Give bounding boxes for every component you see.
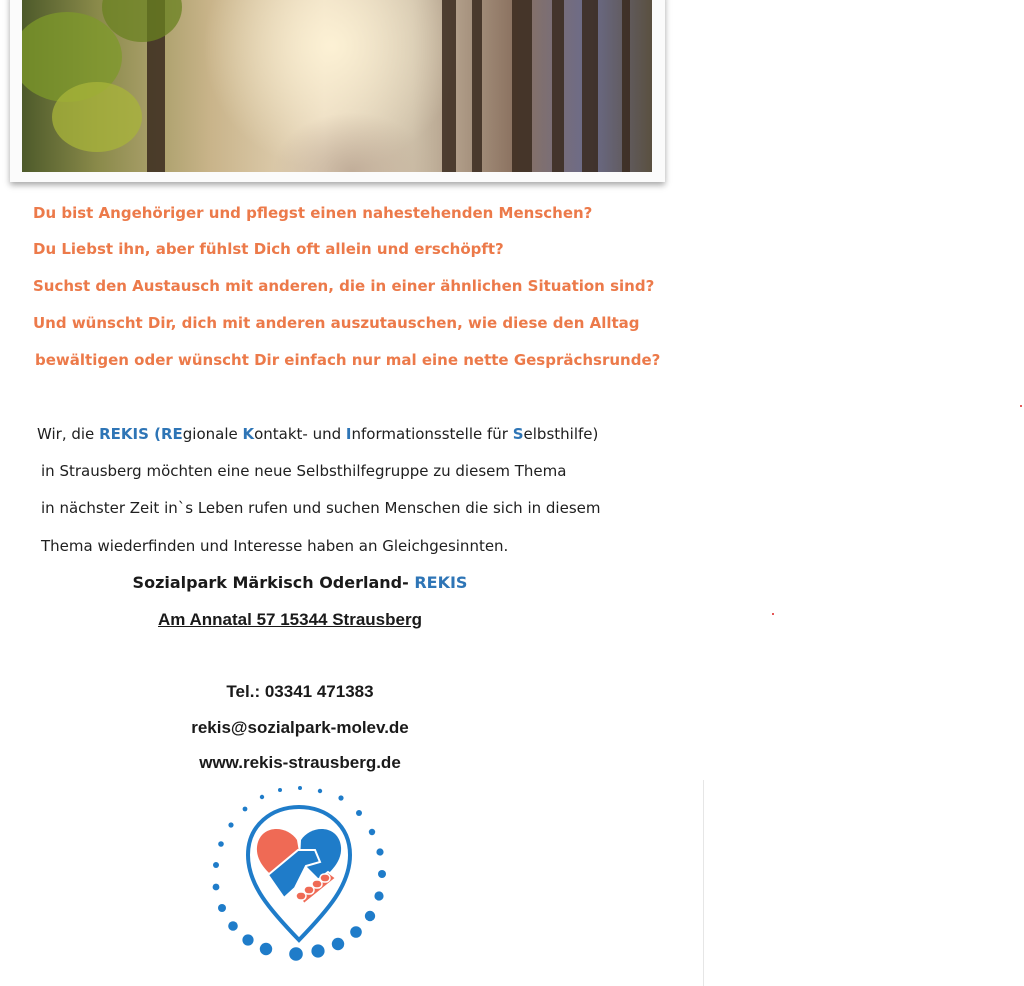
page-fold-line — [703, 780, 704, 986]
phone: Tel.: 03341 471383 — [226, 682, 374, 701]
forest-photo — [22, 0, 652, 172]
address: Am Annatal 57 15344 Strausberg — [158, 610, 422, 629]
website-link[interactable]: www.rekis-strausberg.de — [199, 753, 401, 772]
handshake-heart-logo-icon — [200, 780, 400, 970]
scan-speck — [772, 613, 774, 615]
info-line: in Strausberg möchten eine neue Selbsthilfegruppe zu diesem Thema — [41, 462, 567, 480]
intro-line: Du bist Angehöriger und pflegst einen nahestehenden Menschen? — [33, 204, 593, 222]
intro-line: Suchst den Austausch mit anderen, die in einer ähnlichen Situation sind? — [33, 277, 655, 295]
organization-name: Sozialpark Märkisch Oderland- REKIS — [132, 573, 468, 592]
info-line: Wir, die REKIS (REgionale Kontakt- und Informationsstelle für Selbsthilfe) — [37, 425, 599, 443]
info-line: Thema wiederfinden und Interesse haben an Gleichgesinnten. — [41, 537, 509, 555]
scan-speck — [1020, 405, 1022, 407]
photo-frame — [10, 0, 665, 182]
intro-line: Und wünscht Dir, dich mit anderen auszutauschen, wie diese den Alltag — [33, 314, 640, 332]
info-line: in nächster Zeit in`s Leben rufen und suchen Menschen die sich in diesem — [41, 499, 601, 517]
intro-line: bewältigen oder wünscht Dir einfach nur mal eine nette Gesprächsrunde? — [35, 351, 661, 369]
email-link[interactable]: rekis@sozialpark-molev.de — [191, 718, 409, 737]
intro-line: Du Liebst ihn, aber fühlst Dich oft allein und erschöpft? — [33, 240, 504, 258]
